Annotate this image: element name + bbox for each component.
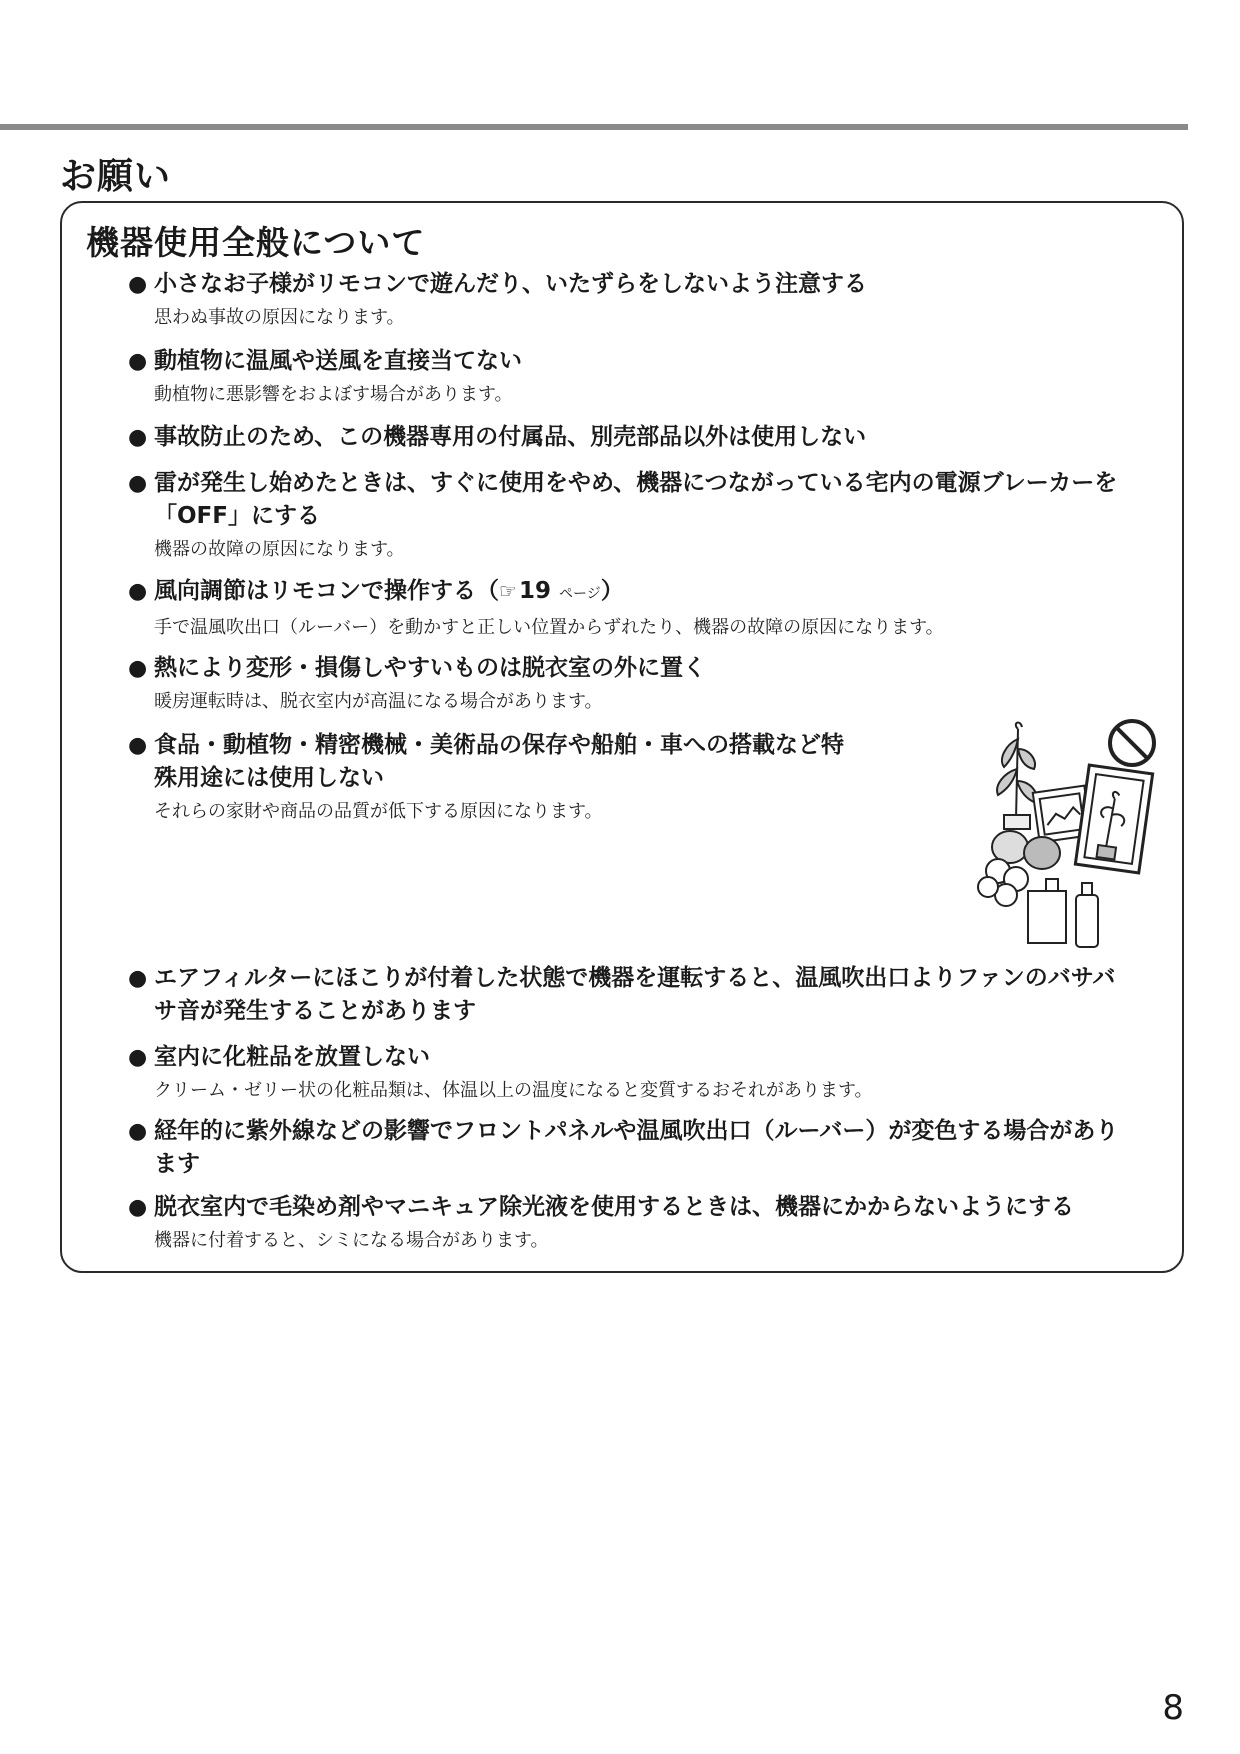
bullet-icon: ●: [128, 272, 148, 297]
item-note: 機器に付着すると、シミになる場合があります。: [154, 1230, 549, 1251]
item-note: 思わぬ事故の原因になります。: [154, 307, 405, 328]
plant-icon: [997, 723, 1037, 829]
bullet-icon: ●: [128, 471, 148, 496]
list-item: [128, 1115, 1138, 1181]
list-item: [128, 268, 1138, 331]
bullet-icon: ●: [128, 656, 148, 681]
item-title: ● 事故防止のため、この機器専用の付属品、別売部品以外は使用しない: [128, 421, 1138, 454]
item-note: 動植物に悪影響をおよぼす場合があります。: [154, 384, 513, 405]
item-title: ● 雷が発生し始めたときは、すぐに使用をやめ、機器につながっている宅内の電源ブレーカーを「OFF」にする: [128, 467, 1138, 533]
top-rule: [0, 124, 1188, 130]
section-panel: [60, 201, 1184, 1273]
list-item: [128, 575, 1138, 641]
list-item: [128, 345, 1138, 408]
bullet-icon: ●: [128, 1045, 148, 1070]
item-title: ● 食品・動植物・精密機械・美術品の保存や船舶・車への搭載など特殊用途には使用しない: [128, 729, 848, 795]
list-item: [128, 421, 1138, 454]
item-note: 手で温風吹出口（ルーバー）を動かすと正しい位置からずれたり、機器の故障の原因になります。: [154, 617, 944, 638]
bullet-icon: ●: [128, 579, 148, 604]
bullet-icon: ●: [128, 966, 148, 991]
pointing-hand-icon: ☞: [499, 579, 517, 603]
list-item: [128, 1041, 1138, 1104]
prohibition-icon: [1110, 721, 1154, 765]
list-item: [128, 467, 1138, 563]
bullet-icon: ●: [128, 1119, 148, 1144]
page-number: 8: [1162, 1688, 1184, 1728]
page-ref[interactable]: 19: [518, 578, 551, 604]
item-title: ● 室内に化粧品を放置しない: [128, 1041, 1138, 1074]
item-title: ● 風向調節はリモコンで操作する（☞19 ページ）: [128, 575, 1138, 611]
item-title: ● 熱により変形・損傷しやすいものは脱衣室の外に置く: [128, 652, 1138, 685]
section-heading: 機器使用全般について: [86, 223, 426, 262]
item-note: クリーム・ゼリー状の化粧品類は、体温以上の温度になると変質するおそれがあります。: [154, 1080, 873, 1101]
list-item: [128, 729, 848, 825]
list-item: [128, 1191, 1138, 1254]
item-title: ● 小さなお子様がリモコンで遊んだり、いたずらをしないよう注意する: [128, 268, 1138, 301]
item-title: ● エアフィルターにほこりが付着した状態で機器を運転すると、温風吹出口よりファンのバサバサ音が発生することがあります: [128, 962, 1138, 1028]
bullet-icon: ●: [128, 733, 148, 758]
list-item: [128, 652, 1138, 715]
list-item: [128, 962, 1138, 1028]
page-title: お願い: [60, 156, 172, 197]
containers-icon: [1028, 879, 1098, 947]
bullet-icon: ●: [128, 349, 148, 374]
item-title: ● 経年的に紫外線などの影響でフロントパネルや温風吹出口（ルーバー）が変色する場合があります: [128, 1115, 1138, 1181]
item-title: ● 動植物に温風や送風を直接当てない: [128, 345, 1138, 378]
item-note: 機器の故障の原因になります。: [154, 539, 405, 560]
item-title: ● 脱衣室内で毛染め剤やマニキュア除光液を使用するときは、機器にかからないようにする: [128, 1191, 1138, 1224]
prohibited-items-illustration: [976, 719, 1176, 951]
item-note: 暖房運転時は、脱衣室内が高温になる場合があります。: [154, 691, 603, 712]
item-note: それらの家財や商品の品質が低下する原因になります。: [154, 801, 603, 822]
page-ref-unit: ページ: [558, 586, 601, 602]
bullet-icon: ●: [128, 1195, 148, 1220]
bullet-icon: ●: [128, 425, 148, 450]
